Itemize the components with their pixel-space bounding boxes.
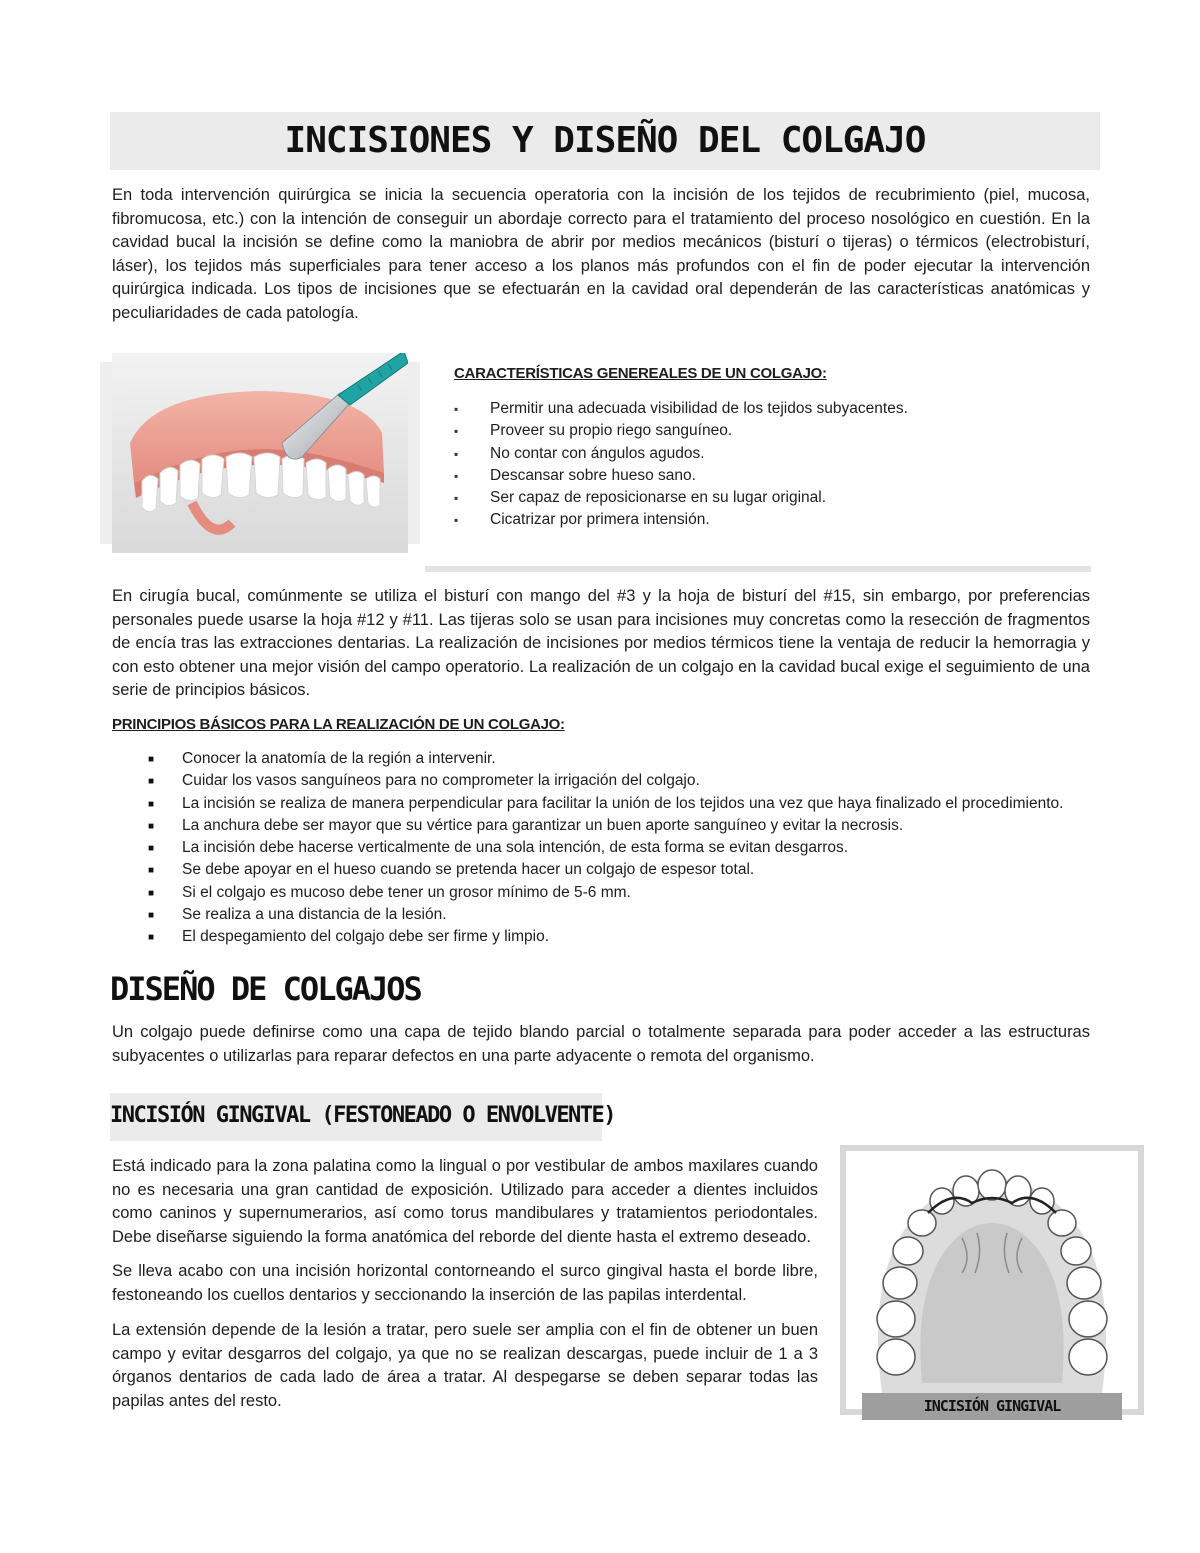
cirugia-paragraph: En cirugía bucal, comúnmente se utiliza el bisturí con mango del #3 y la hoja de bisturí del #15, sin embargo, por preferencias personales puede usarse la hoja #12 y #11. Las tijeras solo se usan para incisiones muy concretas como la resección de fragmentos de encía tras las extracciones dentarias. La realización de incisiones por medios térmicos tiene la ventaja de reducir la hemorragia y con esto obtener una mejor visión del campo operatorio. La realización de un colgajo en la cavidad bucal exige el seguimiento de una serie de principios básicos. [112, 587, 1090, 699]
principios-heading: PRINCIPIOS BÁSICOS PARA LA REALIZACIÓN DE UN COLGAJO: [112, 716, 565, 733]
list-item: ▪ Ser capaz de reposicionarse en su lugar original. [490, 487, 908, 509]
caracteristicas-heading: CARACTERÍSTICAS GENEREALES DE UN COLGAJO: [454, 365, 827, 382]
list-item: ■ Se realiza a una distancia de la lesión. [182, 904, 1063, 926]
list-item: ■ Si el colgajo es mucoso debe tener un grosor mínimo de 5-6 mm. [182, 882, 1063, 904]
list-item: ▪ Proveer su propio riego sanguíneo. [490, 420, 908, 442]
list-item: ■ La incisión debe hacerse verticalmente de una sola intención, de esta forma se evitan desgarros. [182, 837, 1063, 859]
diseno-paragraph: Un colgajo puede definirse como una capa de tejido blando parcial o totalmente separada para poder acceder a las estructuras subyacentes o utilizarlas para reparar defectos en una parte adyacente o remota del organismo. [112, 1023, 1090, 1065]
principios-list [182, 748, 1063, 949]
scalpel-gum-illustration [112, 353, 408, 553]
list-item: ■ El despegamiento del colgajo debe ser firme y limpio. [182, 926, 1063, 948]
list-item: ■ La anchura debe ser mayor que su vértice para garantizar un buen aporte sanguíneo y evitar la necrosis. [182, 815, 1063, 837]
incision-paragraph-3: La extensión depende de la lesión a tratar, pero suele ser amplia con el fin de obtener un buen campo y evitar desgarros del colgajo, ya que no se realizan descargas, puede incluir de 1 a 3 órganos dentarios de cada lado de área a tratar. Al despegarse se deben separar todas las papilas antes del resto. [112, 1321, 818, 1410]
section-divider [425, 566, 1091, 572]
incision-paragraph-2: Se lleva acabo con una incisión horizontal contorneando el surco gingival hasta el borde libre, festoneando los cuellos dentarios y seccionando la inserción de las papilas interdental. [112, 1262, 818, 1304]
list-item: ■ Se debe apoyar en el hueso cuando se pretenda hacer un colgajo de espesor total. [182, 859, 1063, 881]
page-title: INCISIONES Y DISEÑO DEL COLGAJO [284, 120, 926, 161]
list-item: ■ Conocer la anatomía de la región a intervenir. [182, 748, 1063, 770]
list-item: ■ Cuidar los vasos sanguíneos para no comprometer la irrigación del colgajo. [182, 770, 1063, 792]
incision-paragraph-1: Está indicado para la zona palatina como la lingual o por vestibular de ambos maxilares cuando no es necesaria una gran cantidad de exposición. Utilizado para acceder a dientes incluidos como caninos y supernumerarios, así como torus mandibulares y tratamientos periodontales. Debe diseñarse siguiendo la forma anatómica del reborde del diente hasta el extremo deseado. [112, 1157, 818, 1246]
figure-caption: INCISIÓN GINGIVAL [862, 1393, 1122, 1420]
list-item: ▪ Cicatrizar por primera intensión. [490, 509, 908, 531]
dental-arch-illustration [862, 1163, 1122, 1403]
incision-heading: INCISIÓN GINGIVAL (FESTONEADO O ENVOLVENTE) [110, 1103, 616, 1128]
list-item: ▪ No contar con ángulos agudos. [490, 443, 908, 465]
intro-paragraph: En toda intervención quirúrgica se inicia la secuencia operatoria con la incisión de los tejidos de recubrimiento (piel, mucosa, fibromucosa, etc.) con la intención de conseguir un abordaje correcto para el tratamiento del proceso nosológico en cuestión. En la cavidad bucal la incisión se define como la maniobra de abrir por medios mecánicos (bisturí o tijeras) o térmicos (electrobisturí, láser), los tejidos más superficiales para tener acceso a los planos más profundos con el fin de poder ejecutar la intervención quirúrgica indicada. Los tipos de incisiones que se efectuarán en la cavidad oral dependerán de las características anatómicas y peculiaridades de cada patología. [112, 186, 1090, 322]
caracteristicas-list [490, 398, 908, 532]
list-item: ■ La incisión se realiza de manera perpendicular para facilitar la unión de los tejidos una vez que haya finalizado el procedimiento. [182, 793, 1063, 815]
diseno-heading: DISEÑO DE COLGAJOS [110, 970, 421, 1008]
list-item: ▪ Permitir una adecuada visibilidad de los tejidos subyacentes. [490, 398, 908, 420]
list-item: ▪ Descansar sobre hueso sano. [490, 465, 908, 487]
